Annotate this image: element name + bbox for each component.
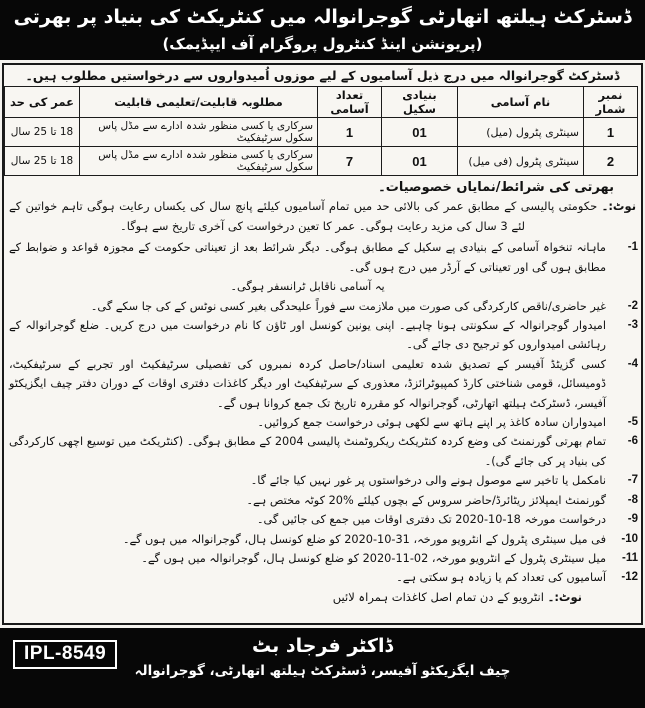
conditions-heading: بھرتی کی شرائط/نمایاں خصوصیات۔ <box>378 180 614 195</box>
condition-item-text: تمام بھرتی گورنمنٹ کی وضع کردہ کنٹریکٹ ریکروٹمنٹ پالیسی 2004 کے مطابق ہوگی۔ (کنٹریکٹ میں توسیع اچھی کارکردگی کی بنیاد پر کی جائے گی)۔ <box>9 435 606 468</box>
condition-item-text: امیدوار گوجرانوالہ کے سکونتی ہونا چاہیے۔ اپنی یونین کونسل اور ٹاؤن کا نام درخواست میں درج کریں۔ ضلع گوجرانوالہ کے رہائشی امیدواروں کو ترجیح دی جائے گی۔ <box>9 318 606 352</box>
condition-item-text: امیدواران سادہ کاغذ پر اپنے ہاتھ سے لکھی ہوئی درخواست جمع کروائیں۔ <box>257 416 606 430</box>
condition-item-text: میل سینٹری پٹرول کے انٹرویو مورخہ، 02-11-2020 کو ضلع کونسل ہال، گوجرانوالہ میں ہوں گے۔ <box>141 552 606 565</box>
note-label: نوٹ:۔ <box>601 199 637 213</box>
ad-body-box <box>2 63 643 625</box>
officer-title: چیف ایگزیکٹو آفیسر، ڈسٹرکٹ ہیلتھ اتھارٹی، گوجرانوالہ <box>134 663 511 679</box>
condition-item-text: گورنمنٹ ایمپلائز ریٹائرڈ/حاضر سروس کے بچوں کیلئے %20 کوٹہ مختص ہے۔ <box>246 493 606 507</box>
ad-title-banner <box>0 0 645 60</box>
final-note-text: انٹرویو کے دن تمام اصل کاغذات ہمراہ لائیں <box>332 589 544 604</box>
ad-reference-code-badge: IPL-8549 <box>13 640 117 669</box>
condition-item-text: نامکمل یا تاخیر سے موصول ہونے والی درخواستوں پر غور نہیں کیا جائے گا۔ <box>250 474 606 488</box>
column-header-count: تعداد آسامی <box>318 87 382 118</box>
condition-item <box>7 510 638 529</box>
officer-name: ڈاکٹر فرجاد بٹ <box>252 635 393 657</box>
condition-item-number: 7- <box>627 474 638 487</box>
condition-item-text: درخواست مورخہ 18-10-2020 تک دفتری اوقات میں جمع کی جائیں گی۔ <box>256 513 606 527</box>
condition-item <box>7 549 638 568</box>
condition-item <box>7 471 638 490</box>
cell-scale: 01 <box>382 118 458 147</box>
final-note <box>7 588 638 604</box>
conditions-list <box>7 237 638 588</box>
column-header-qualification: مطلوبہ قابلیت/تعلیمی قابلیت <box>80 87 318 118</box>
position-row <box>5 118 638 147</box>
condition-item-text: فی میل سینٹری پٹرول کے انٹرویو مورخہ، 31-10-2020 کو ضلع کونسل ہال، گوجرانوالہ میں ہوں گے۔ <box>122 532 606 546</box>
condition-item <box>7 530 638 549</box>
condition-item-number: 3- <box>627 318 638 331</box>
cell-count: 7 <box>318 147 382 176</box>
condition-item-text: کسی گزیٹڈ آفیسر کے تصدیق شدہ تعلیمی اسناد/حاصل کردہ نمبروں کی تفصیلی سرٹیفکیٹ اور تجربے کے سرٹیفکیٹ، ڈومیسائل، قومی شناختی کارڈ کمپیوٹرائزڈ، معذوری کے سرٹیفکیٹ اور دیگر کاغذات دفتری اوقات کے دوران دفتر چیف ایگزیکٹو آفیسر، ڈسٹرکٹ ہیلتھ اتھارٹی، گوجرانوالہ کو مقررہ تاریخ تک جمع کروانا ہوں گے۔ <box>9 357 606 410</box>
final-note-label: نوٹ:۔ <box>547 589 582 604</box>
column-header-scale: بنیادی سکیل <box>382 87 458 118</box>
cell-serial: 2 <box>584 147 638 176</box>
cell-count: 1 <box>318 118 382 147</box>
cell-post: سینٹری پٹرول (میل) <box>458 118 584 147</box>
cell-post: سینٹری پٹرول (فی میل) <box>458 147 584 176</box>
position-row <box>5 147 638 176</box>
cell-qualification: سرکاری یا کسی منظور شدہ ادارے سے مڈل پاس سکول سرٹیفکیٹ <box>80 147 318 176</box>
condition-item-number: 9- <box>627 513 638 526</box>
age-relaxation-note <box>7 196 638 237</box>
cell-age: 18 تا 25 سال <box>5 118 80 147</box>
condition-item <box>7 238 638 296</box>
condition-item-number: 5- <box>627 416 638 429</box>
condition-item <box>7 491 638 510</box>
condition-item-number: 10- <box>621 532 638 545</box>
condition-item-number: 12- <box>621 571 638 584</box>
note-text: حکومتی پالیسی کے مطابق عمر کی بالائی حد میں تمام آسامیوں کیلئے پانچ سال کی یکساں رعایت ہوگی تاہم خواتین کے لئے 3 سال کی مزید رعایت ہوگی۔ عمر کا تعین درخواست کی آخری تاریخ سے ہوگا۔ <box>9 199 598 234</box>
positions-table <box>4 86 638 176</box>
ad-title-line1: ڈسٹرکٹ ہیلتھ اتھارٹی گوجرانوالہ میں کنٹریکٹ کی بنیاد پر بھرتی <box>13 6 632 28</box>
cell-scale: 01 <box>382 147 458 176</box>
condition-item-number: 11- <box>621 552 638 564</box>
condition-item-number: 6- <box>627 435 638 448</box>
condition-item-text-continued: یہ آسامی ناقابل ٹرانسفر ہوگی۔ <box>230 280 385 294</box>
condition-item <box>7 355 638 413</box>
condition-item <box>7 297 638 316</box>
positions-table-header-row <box>5 87 638 118</box>
cell-age: 18 تا 25 سال <box>5 147 80 176</box>
ad-title-line2: (پریونشن اینڈ کنٹرول پروگرام آف ایپڈیمک) <box>162 35 483 53</box>
cell-serial: 1 <box>584 118 638 147</box>
condition-item-text: آسامیوں کی تعداد کم یا زیادہ ہو سکتی ہے۔ <box>396 571 606 585</box>
condition-item-number: 2- <box>627 299 638 312</box>
condition-item-text: ماہانہ تنخواہ آسامی کے بنیادی پے سکیل کے مطابق ہوگی۔ دیگر شرائط بعد از تعیناتی حکومت کے مجوزہ قواعد و ضوابط کے مطابق ہوں گی اور تعیناتی کے آرڈر میں درج ہوں گی۔ یہ آسامی ناقابل ٹرانسفر ہوگی۔ <box>7 238 606 296</box>
condition-item-number: 4- <box>627 357 638 370</box>
cell-qualification: سرکاری یا کسی منظور شدہ ادارے سے مڈل پاس سکول سرٹیفکیٹ <box>80 118 318 147</box>
condition-item-text: غیر حاضری/ناقص کارکردگی کی صورت میں ملازمت سے فوراً علیحدگی بغیر کسی نوٹس کے کی جا سکے گی۔ <box>90 299 606 313</box>
condition-item <box>7 568 638 587</box>
column-header-age: عمر کی حد <box>5 87 80 118</box>
condition-item <box>7 316 638 355</box>
condition-item-number: 8- <box>627 493 638 506</box>
column-header-serial: نمبر شمار <box>584 87 638 118</box>
column-header-post: نام آسامی <box>458 87 584 118</box>
intro-line: ڈسٹرکٹ گوجرانوالہ میں درج ذیل آسامیوں کے لیے موزوں اُمیدواروں سے درخواستیں مطلوب ہیں۔ <box>25 68 620 83</box>
condition-item <box>7 432 638 471</box>
condition-item-number: 1- <box>627 241 638 254</box>
signature-banner <box>0 628 645 708</box>
condition-item <box>7 413 638 432</box>
